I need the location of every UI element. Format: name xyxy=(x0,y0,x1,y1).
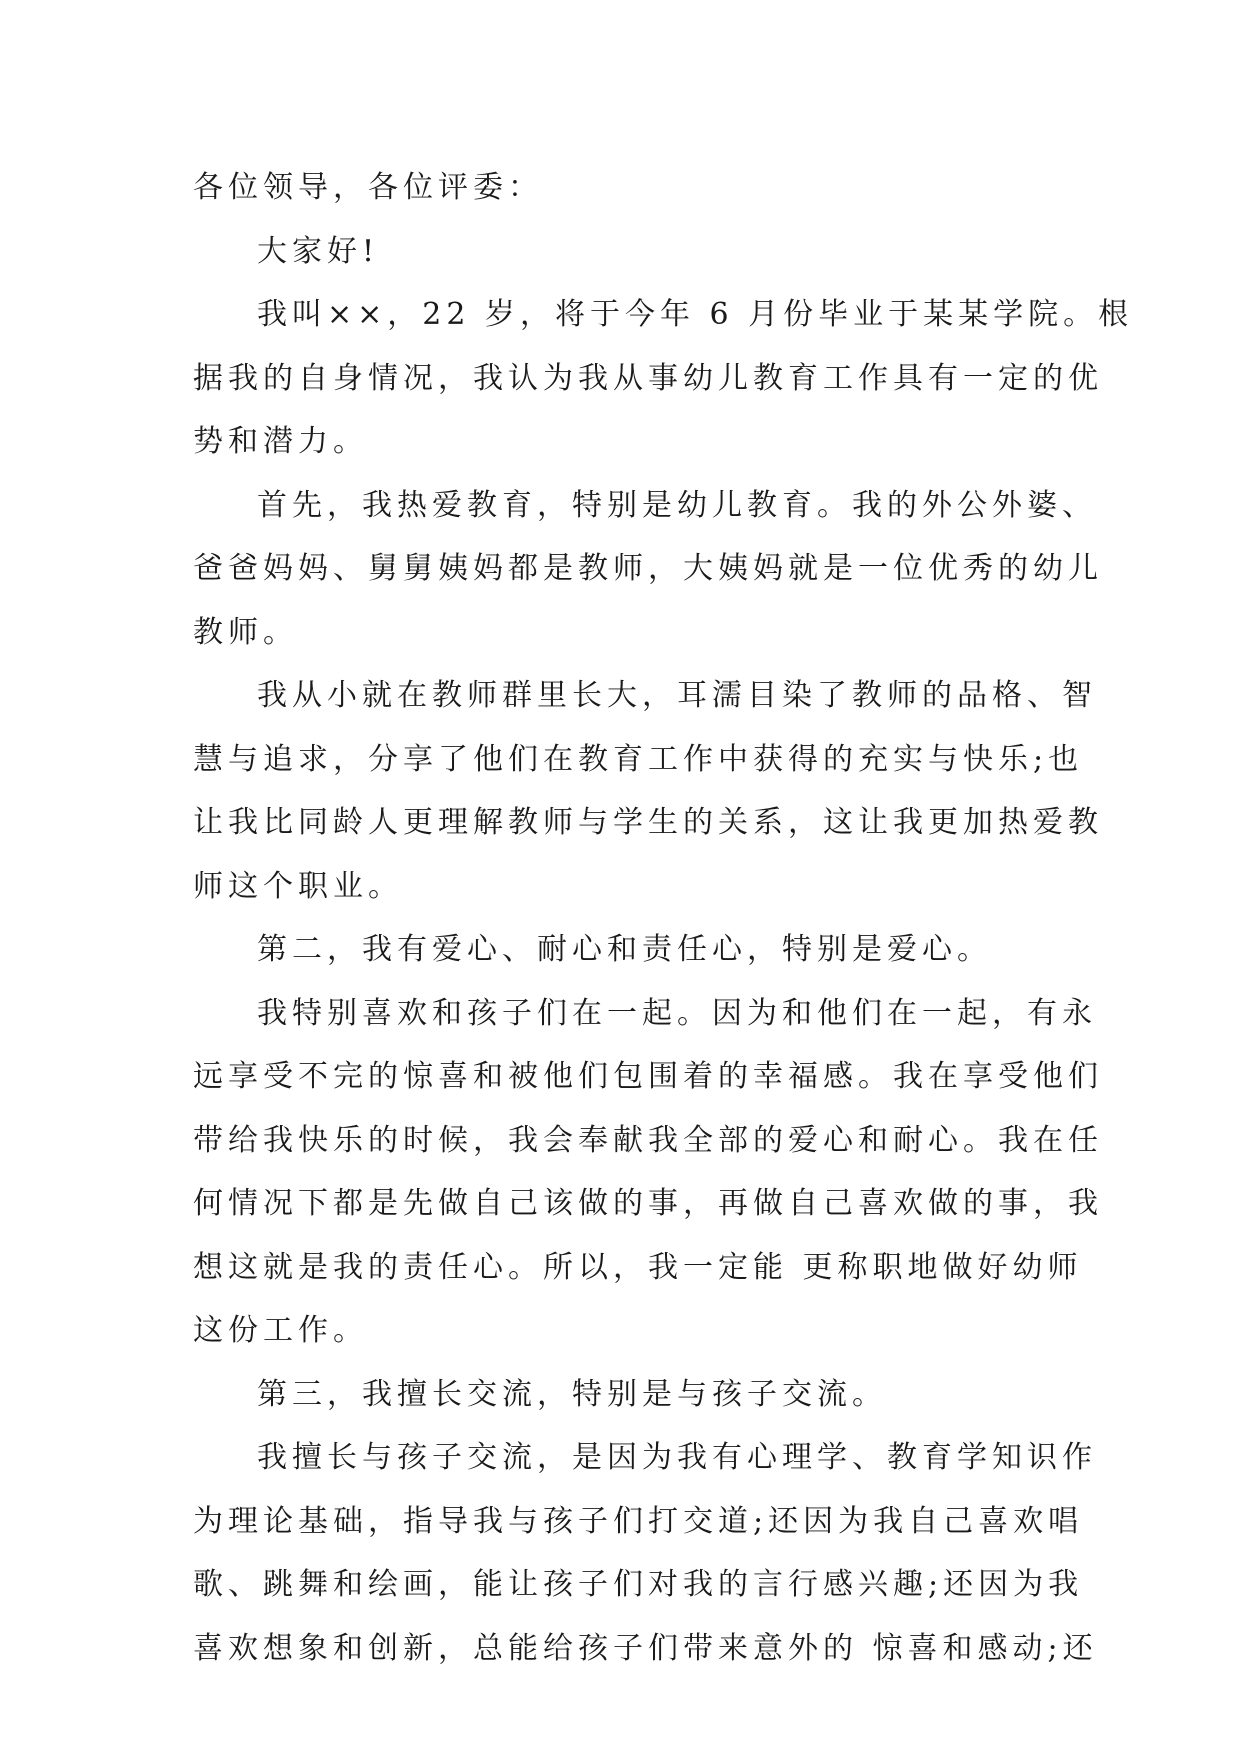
text-line: 大家好! xyxy=(257,233,380,269)
speech-text xyxy=(193,156,1134,1680)
text-line: 歌、跳舞和绘画，能让孩子们对我的言行感兴趣;还因为我 xyxy=(193,1567,1084,1602)
text-line: 第二，我有爱心、耐心和责任心，特别是爱心。 xyxy=(257,932,992,967)
text-line: 我特别喜欢和孩子们在一起。因为和他们在一起，有永 xyxy=(257,995,1097,1031)
text-line: 各位领导，各位评委： xyxy=(193,170,543,205)
text-line: 喜欢想象和创新，总能给孩子们带来意外的 惊喜和感动;还 xyxy=(193,1630,1098,1666)
text-line: 我从小就在教师群里长大，耳濡目染了教师的品格、智 xyxy=(257,678,1097,713)
text-line: 我擅长与孩子交流，是因为我有心理学、教育学知识作 xyxy=(257,1440,1097,1475)
text-line: 何情况下都是先做自己该做的事，再做自己喜欢做的事，我 xyxy=(193,1186,1103,1221)
text-line: 爸爸妈妈、舅舅姨妈都是教师，大姨妈就是一位优秀的幼儿 xyxy=(193,551,1103,586)
text-line: 为理论基础，指导我与孩子们打交道;还因为我自己喜欢唱 xyxy=(193,1503,1084,1539)
text-line: 我叫××，22 岁，将于今年 6 月份毕业于某某学院。根 xyxy=(257,297,1134,332)
text-line: 首先，我热爱教育，特别是幼儿教育。我的外公外婆、 xyxy=(257,487,1097,523)
text-line: 远享受不完的惊喜和被他们包围着的幸福感。我在享受他们 xyxy=(193,1059,1103,1094)
text-line: 带给我快乐的时候，我会奉献我全部的爱心和耐心。我在任 xyxy=(193,1122,1103,1158)
text-line: 据我的自身情况，我认为我从事幼儿教育工作具有一定的优 xyxy=(193,360,1103,396)
text-line: 想这就是我的责任心。所以，我一定能 更称职地做好幼师 xyxy=(193,1249,1083,1285)
text-line: 师这个职业。 xyxy=(193,868,403,904)
text-line: 势和潜力。 xyxy=(193,424,368,459)
text-line: 这份工作。 xyxy=(193,1313,368,1348)
text-line: 第三，我擅长交流，特别是与孩子交流。 xyxy=(257,1376,887,1412)
text-line: 让我比同龄人更理解教师与学生的关系，这让我更加热爱教 xyxy=(193,805,1103,840)
text-line: 慧与追求，分享了他们在教育工作中获得的充实与快乐;也 xyxy=(193,741,1084,777)
text-line: 教师。 xyxy=(193,614,298,650)
